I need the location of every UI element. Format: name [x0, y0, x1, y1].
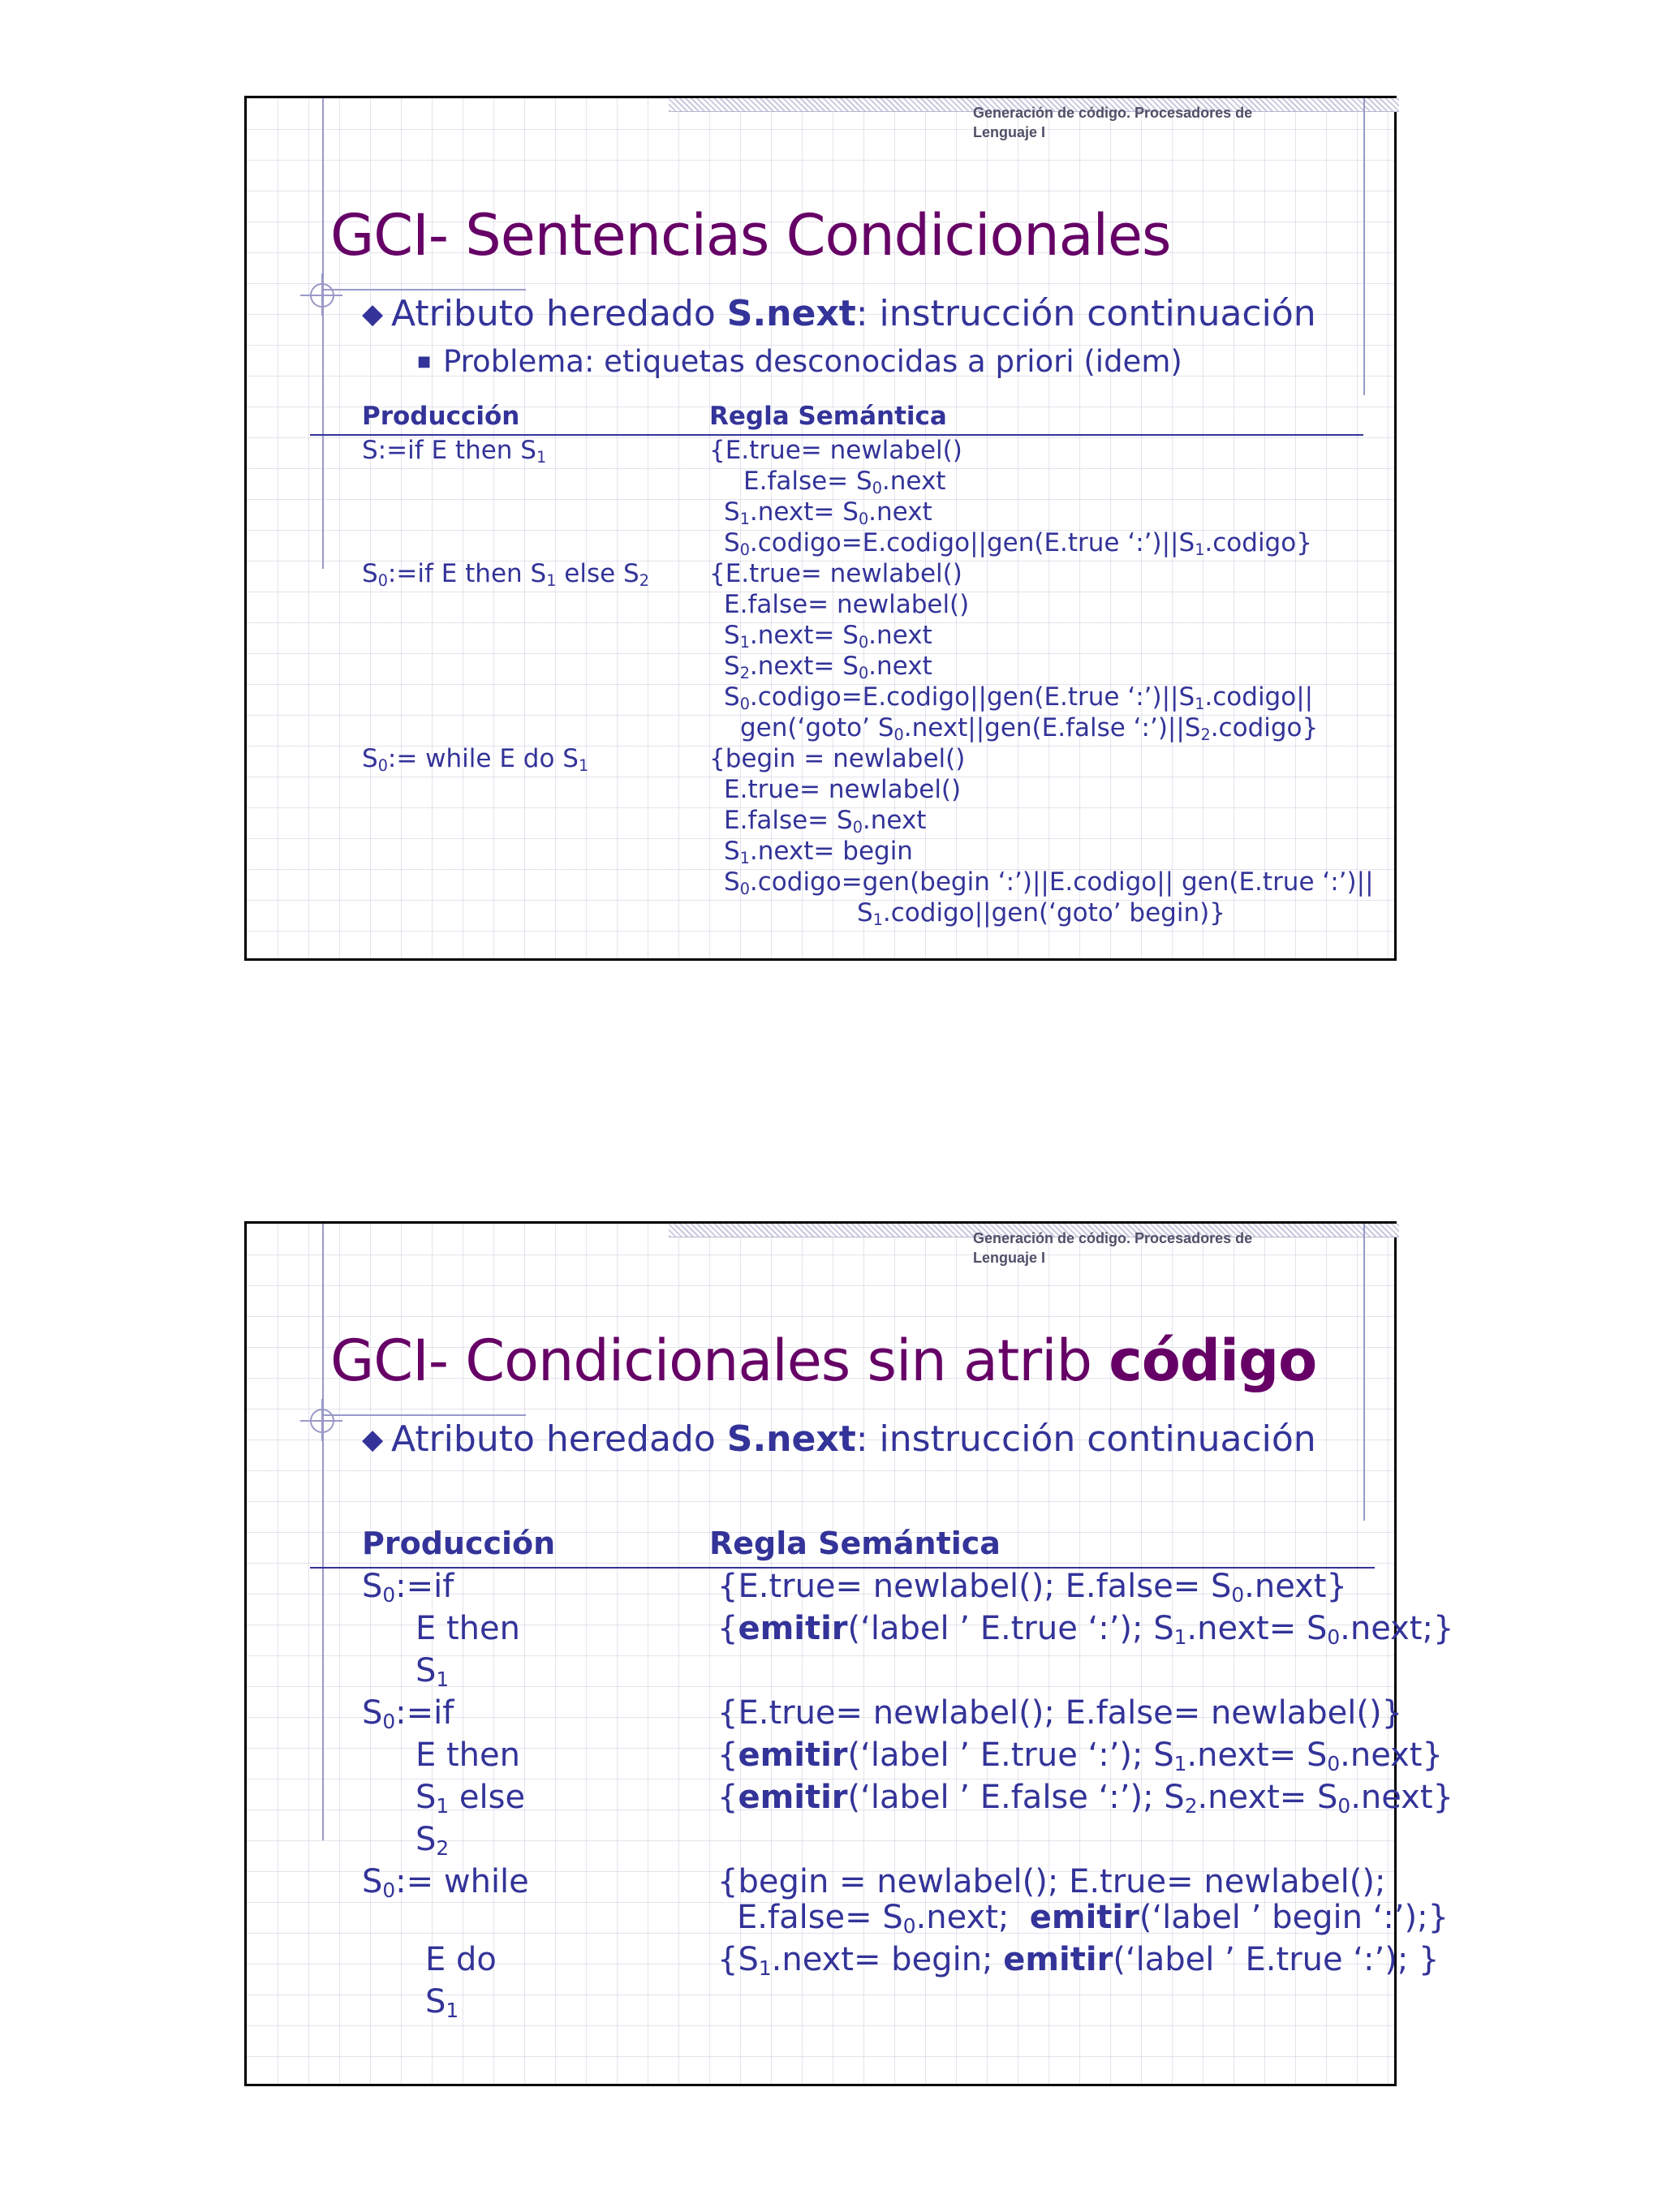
production-if-then-else: $S_0:=if$ E then $S_1$ else $S_2$	[362, 559, 649, 590]
rule-line: gen(‘goto’ $S_0.next||gen(E.false$ ‘$:’)||S_2.codigo$}	[740, 713, 1319, 744]
rule-line: E.false= $S_0.next$	[743, 467, 946, 497]
crosshair-icon	[305, 278, 341, 314]
rule-line: E.false= newlabel()	[724, 590, 970, 619]
col-header-rule: Regla Semántica	[709, 1526, 1001, 1561]
slide-2	[244, 1221, 1454, 2086]
production-line: $S_1$ else	[416, 1779, 526, 1818]
rule-line: $S_1.codigo||gen(‘goto$’ begin)}	[857, 898, 1225, 929]
rule-line: {emitir(‘label ’ E.false ‘:’); $S_2.next=$ $S_0.next$}	[717, 1779, 1453, 1818]
rule-line: E.false= $S_0.next$	[724, 806, 927, 837]
diamond-bullet-icon: ◆	[362, 298, 384, 330]
rule-line: {E.true= newlabel(); E.false= $S_0.next$}	[717, 1568, 1347, 1607]
rule-line: $S_0.codigo=E.codigo||gen(E.true$ ‘$:’)||S_1.codigo$}	[724, 528, 1312, 559]
production-line: $S_0:=$ while	[362, 1863, 529, 1903]
rule-line: {emitir(‘label ’ E.true ‘:’); $S_1.next=$ $S_0.next$;}	[717, 1610, 1454, 1650]
rule-line: {E.true= newlabel(); E.false= newlabel()}	[717, 1694, 1403, 1732]
diamond-bullet-icon: ◆	[362, 1423, 384, 1456]
slide-title: GCI- Condicionales sin atrib código	[330, 1328, 1317, 1394]
rule-line: $S_1.next=$ begin	[724, 837, 913, 867]
rule-line: $S_2.next=$ $S_0.next$	[724, 652, 932, 682]
production-line: E then	[416, 1610, 520, 1647]
production-line: $S_1$	[416, 1652, 450, 1692]
header-note: Generación de código. Procesadores de Lenguaje I	[973, 105, 1253, 140]
rule-line: {$S_1.next=$ begin; emitir(‘label ’ E.true ‘:’); }	[717, 1941, 1440, 1981]
header-note: Generación de código. Procesadores de Lenguaje I	[973, 1230, 1253, 1266]
decor-line-left	[322, 1224, 324, 1840]
slide-1	[244, 96, 1397, 961]
bullet-sub: ■ Problema: etiquetas desconocidas a priori (idem)	[417, 344, 1182, 379]
col-header-rule: Regla Semántica	[709, 402, 947, 431]
col-header-production: Producción	[362, 402, 520, 431]
bullet-main: ◆ Atributo heredado S.next: instrucción continuación	[362, 293, 1316, 334]
slide-title: GCI- Sentencias Condicionales	[330, 202, 1171, 269]
rule-line: E.true= newlabel()	[724, 775, 962, 804]
production-line: E do	[425, 1941, 497, 1978]
rule-line: {begin = newlabel()	[709, 744, 966, 773]
square-bullet-icon: ■	[417, 353, 432, 370]
production-line: $S_1$	[425, 1983, 459, 2023]
crosshair-icon	[305, 1404, 341, 1440]
bullet-main: ◆ Atributo heredado S.next: instrucción continuación	[362, 1418, 1316, 1460]
decor-line-left	[322, 98, 324, 569]
rule-line: E.false= $S_0.next$; emitir(‘label ’ begin ‘:’);}	[737, 1899, 1449, 1939]
rule-line: $S_1.next=$ $S_0.next$	[724, 497, 932, 528]
production-line: $S_2$	[416, 1821, 450, 1861]
production-line: E then	[416, 1736, 520, 1774]
rule-line: {emitir(‘label ’ E.true ‘:’); $S_1.next=$ $S_0.next$}	[717, 1736, 1443, 1776]
production-if-then: S:=if E then $S_1$	[362, 436, 547, 467]
rule-line: $S_0.codigo=gen(begin$ ‘:’)||E.codigo|| gen(E.true ‘:’)||	[724, 867, 1374, 898]
decor-line-right	[1363, 1224, 1365, 1521]
production-line: $S_0:=if$	[362, 1568, 454, 1607]
rule-line: $S_1.next=$ $S_0.next$	[724, 621, 932, 652]
rule-line: $S_0.codigo=E.codigo||gen(E.true$ ‘$:’)||S_1.codigo||$	[724, 682, 1314, 713]
title-rule	[323, 289, 526, 290]
production-while: $S_0:=$ while E do $S_1$	[362, 744, 589, 775]
rule-line: {begin = newlabel(); E.true= newlabel();	[717, 1863, 1386, 1900]
production-line: $S_0:=if$	[362, 1694, 454, 1734]
rule-line: {E.true= newlabel()	[709, 559, 962, 588]
title-rule	[323, 1414, 526, 1416]
rule-line: {E.true= newlabel()	[709, 436, 962, 465]
decor-line-right	[1363, 98, 1365, 395]
col-header-production: Producción	[362, 1526, 556, 1561]
